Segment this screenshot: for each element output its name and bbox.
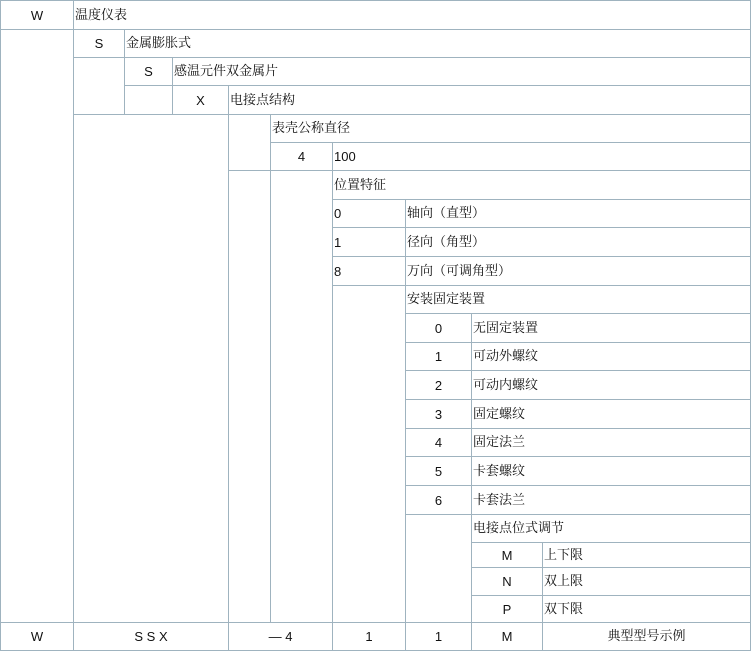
example-caption: 典型型号示例	[542, 622, 751, 651]
mounting-code-1: 1	[405, 342, 472, 371]
position-label-0: 轴向（直型）	[405, 199, 751, 228]
adjust-code-0: M	[471, 542, 543, 568]
column-spacer-b	[270, 170, 333, 623]
mounting-code-3: 3	[405, 399, 472, 429]
adjust-label-0: 上下限	[542, 542, 751, 568]
example-cell-4: 1	[405, 622, 472, 651]
element-label: 感温元件双金属片	[172, 57, 751, 86]
adjust-label: 电接点位式调节	[471, 514, 751, 543]
column-spacer-d	[405, 514, 472, 623]
category-code: W	[0, 0, 74, 30]
mounting-code-0: 0	[405, 313, 472, 343]
type-code: S	[73, 29, 125, 58]
element-spacer	[73, 57, 125, 115]
position-label: 位置特征	[332, 170, 751, 200]
mounting-label: 安装固定装置	[405, 285, 751, 314]
mounting-label-3: 固定螺纹	[471, 399, 751, 429]
position-code-1: 1	[332, 227, 406, 257]
example-cell-1: S S X	[73, 622, 229, 651]
diameter-spacer	[228, 114, 271, 171]
mounting-code-4: 4	[405, 428, 472, 457]
adjust-code-2: P	[471, 595, 543, 623]
mounting-code-5: 5	[405, 456, 472, 486]
position-label-1: 径向（角型）	[405, 227, 751, 257]
element-code: S	[124, 57, 173, 86]
mounting-label-1: 可动外螺纹	[471, 342, 751, 371]
structure-label: 电接点结构	[228, 85, 751, 115]
diameter-code: 4	[270, 142, 333, 171]
mounting-code-6: 6	[405, 485, 472, 515]
position-code-0: 0	[332, 199, 406, 228]
structure-code: X	[172, 85, 229, 115]
adjust-label-1: 双上限	[542, 567, 751, 596]
mounting-label-0: 无固定装置	[471, 313, 751, 343]
diameter-label: 表壳公称直径	[270, 114, 751, 143]
example-cell-0: W	[0, 622, 74, 651]
adjust-label-2: 双下限	[542, 595, 751, 623]
mounting-code-2: 2	[405, 370, 472, 400]
column-spacer-a	[228, 170, 271, 623]
mounting-label-4: 固定法兰	[471, 428, 751, 457]
example-cell-5: M	[471, 622, 543, 651]
mounting-label-5: 卡套螺纹	[471, 456, 751, 486]
category-label: 温度仪表	[73, 0, 751, 30]
column-spacer-c	[332, 285, 406, 623]
position-code-2: 8	[332, 256, 406, 286]
structure-spacer	[124, 85, 173, 115]
position-label-2: 万向（可调角型）	[405, 256, 751, 286]
adjust-code-1: N	[471, 567, 543, 596]
left-spacer	[0, 29, 74, 623]
lower-left-spacer	[73, 114, 229, 623]
example-cell-2: — 4	[228, 622, 333, 651]
diameter-value: 100	[332, 142, 751, 171]
example-cell-3: 1	[332, 622, 406, 651]
type-label: 金属膨胀式	[124, 29, 751, 58]
mounting-label-6: 卡套法兰	[471, 485, 751, 515]
mounting-label-2: 可动内螺纹	[471, 370, 751, 400]
